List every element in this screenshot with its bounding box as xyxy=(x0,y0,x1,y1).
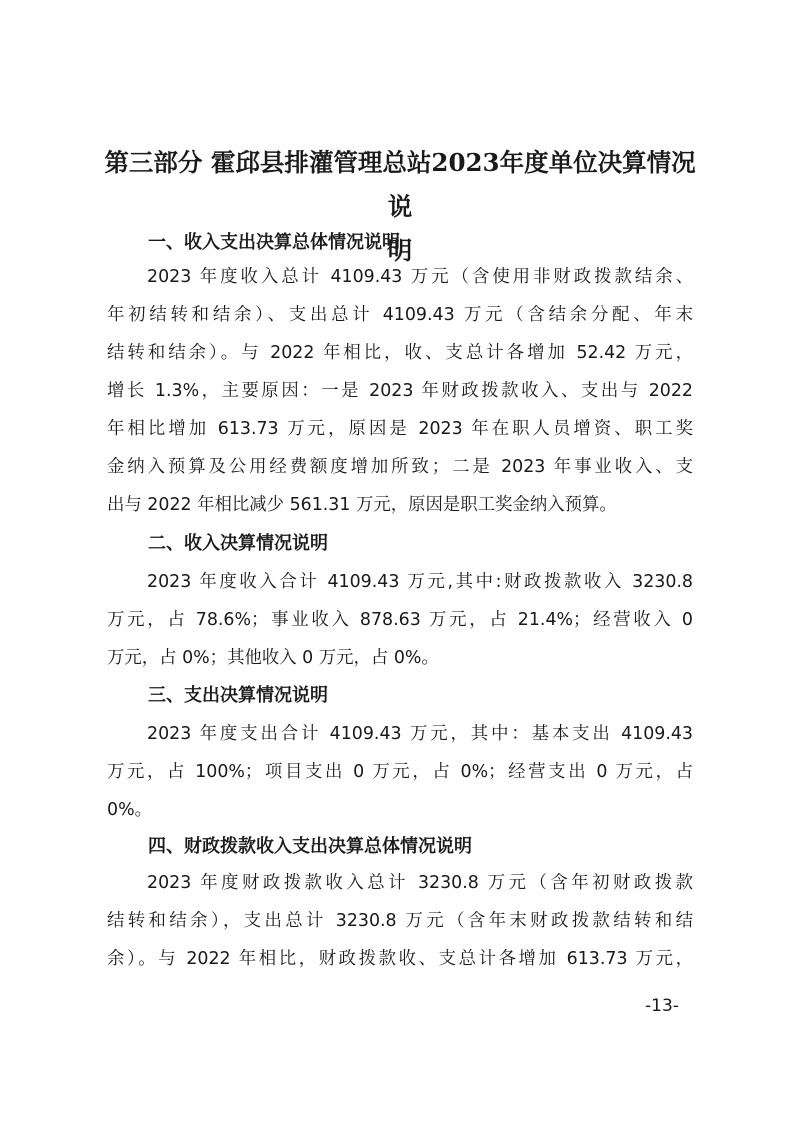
paragraph-line: 结转和结余）。与 2022 年相比，收、支总计各增加 52.42 万元， xyxy=(107,343,693,363)
section-body-income xyxy=(107,563,693,677)
paragraph-line: 万元，占 78.6%；事业收入 878.63 万元，占 21.4%；经营收入 0 xyxy=(107,610,693,630)
section-body-income-expenditure-overview xyxy=(107,258,693,524)
paragraph-line: 结转和结余），支出总计 3230.8 万元（含年末财政拨款结转和结 xyxy=(107,911,693,931)
page-number: -13- xyxy=(645,996,679,1016)
paragraph-line: 0%。 xyxy=(107,800,152,820)
paragraph-line: 2023 年度收入合计 4109.43 万元,其中:财政拨款收入 3230.8 xyxy=(147,572,693,592)
title-line-1: 第三部分 霍邱县排灌管理总站2023年度单位决算情况说 xyxy=(104,148,696,221)
paragraph-line: 金纳入预算及公用经费额度增加所致；二是 2023 年事业收入、支 xyxy=(107,457,693,477)
section-heading-income: 二、收入决算情况说明 xyxy=(148,533,328,554)
paragraph-line: 年初结转和结余）、支出总计 4109.43 万元（含结余分配、年末 xyxy=(107,305,693,325)
paragraph-line: 万元，占 100%；项目支出 0 万元，占 0%；经营支出 0 万元，占 xyxy=(107,762,693,782)
section-body-fiscal-appropriation xyxy=(107,864,693,978)
paragraph-line: 余）。与 2022 年相比，财政拨款收、支总计各增加 613.73 万元， xyxy=(107,949,693,969)
section-heading-income-expenditure-overview: 一、收入支出决算总体情况说明 xyxy=(148,232,400,253)
paragraph-line: 出与 2022 年相比减少 561.31 万元，原因是职工奖金纳入预算。 xyxy=(107,495,617,515)
section-body-expenditure xyxy=(107,715,693,829)
section-heading-fiscal-appropriation: 四、财政拨款收入支出决算总体情况说明 xyxy=(148,836,472,857)
section-heading-expenditure: 三、支出决算情况说明 xyxy=(148,685,328,706)
paragraph-line: 年相比增加 613.73 万元，原因是 2023 年在职人员增资、职工奖 xyxy=(107,419,693,439)
paragraph-line: 2023 年度财政拨款收入总计 3230.8 万元（含年初财政拨款 xyxy=(147,873,693,893)
paragraph-line: 增长 1.3%，主要原因：一是 2023 年财政拨款收入、支出与 2022 xyxy=(107,381,693,401)
paragraph-line: 2023 年度收入总计 4109.43 万元（含使用非财政拨款结余、 xyxy=(147,267,693,287)
paragraph-line: 万元，占 0%；其他收入 0 万元，占 0%。 xyxy=(107,648,439,668)
paragraph-line: 2023 年度支出合计 4109.43 万元，其中：基本支出 4109.43 xyxy=(147,724,693,744)
title-line-2: 明 xyxy=(387,236,413,265)
